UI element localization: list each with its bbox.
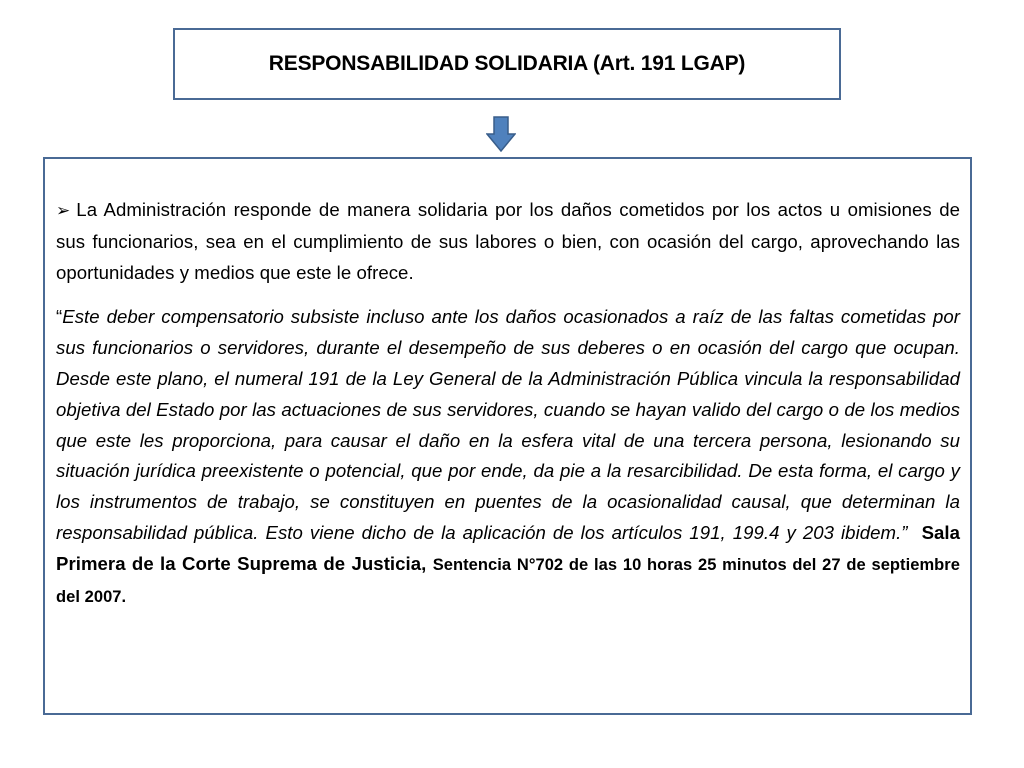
quote-open-mark: “ xyxy=(56,306,63,328)
bullet-text: La Administración responde de manera solidaria por los daños cometidos por los actos u omisiones de sus funcionarios, sea en el cumplimiento de sus labores o bien, con ocasión del cargo, aprovechando las oportunidades y medios que este le ofrece. xyxy=(56,199,960,283)
quote-citation: Sentencia N°702 de las 10 horas 25 minutos del 27 de septiembre del 2007. xyxy=(56,555,961,606)
page-title: RESPONSABILIDAD SOLIDARIA (Art. 191 LGAP) xyxy=(268,52,746,75)
quote-text: Este deber compensatorio subsiste incluso ante los daños ocasionados a raíz de las faltas cometidas por sus funcionarios o servidores, durante el desempeño de sus deberes o en ocasión del cargo que ocupan. Desde este plano, el numeral 191 de la Ley General de la Administración Pública vincula la responsabilidad objetiva del Estado por las actuaciones de sus servidores, cuando se hayan valido del cargo o de los medios que este les proporciona, para causar el daño en la esfera vital de una tercera persona, lesionando su situación jurídica preexistente o potencial, que por ende, da pie a la resarcibilidad. De esta forma, el cargo y los instrumentos de trabajo, se constituyen en puentes de la ocasionalidad causal, que determinan la responsabilidad pública. Esto viene dicho de la aplicación de los artículos 191, 199.4 y 203 ibidem.” xyxy=(56,306,960,543)
quote-paragraph xyxy=(56,302,960,612)
bullet-paragraph xyxy=(56,195,960,288)
quote-source: Sala Primera de la Corte Suprema de Justicia, xyxy=(56,521,961,574)
title-box xyxy=(173,28,841,100)
down-arrow-icon xyxy=(486,116,516,152)
arrow-bullet-icon: ➢ xyxy=(56,201,71,221)
content-box xyxy=(43,157,972,715)
